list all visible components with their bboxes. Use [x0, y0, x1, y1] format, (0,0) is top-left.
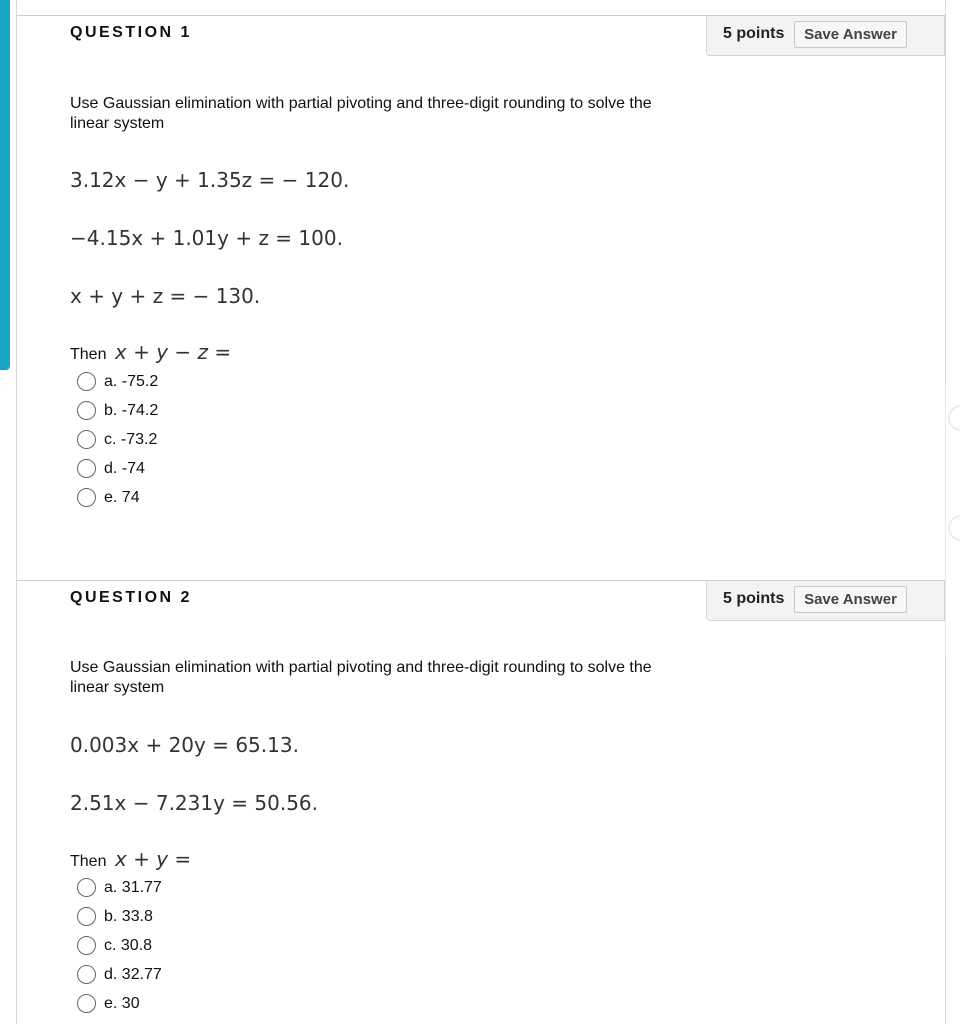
answer-option-b[interactable] [77, 396, 158, 425]
radio-button[interactable] [77, 372, 96, 391]
radio-button[interactable] [77, 401, 96, 420]
radio-button[interactable] [77, 430, 96, 449]
then-label: Then [70, 853, 107, 870]
watermark-ring [948, 515, 960, 541]
points-label: 5 points [723, 25, 785, 42]
answer-option-c[interactable] [77, 425, 158, 454]
background-watermark [945, 385, 960, 655]
option-label: c. 30.8 [104, 936, 153, 954]
option-label: e. 74 [104, 488, 140, 506]
answer-option-e[interactable] [77, 989, 162, 1018]
option-label: e. 30 [104, 994, 140, 1012]
then-prompt [70, 340, 231, 364]
save-answer-button[interactable]: Save Answer [794, 586, 907, 613]
radio-button[interactable] [77, 994, 96, 1013]
question-title: QUESTION 1 [70, 24, 192, 41]
option-label: b. -74.2 [104, 401, 159, 419]
watermark-ring [948, 405, 960, 431]
equation-1: 3.12x − y + 1.35z = − 120. [70, 168, 350, 192]
radio-button[interactable] [77, 878, 96, 897]
points-label: 5 points [723, 590, 785, 607]
answer-option-d[interactable] [77, 960, 162, 989]
question-1 [17, 15, 945, 581]
answer-option-d[interactable] [77, 454, 158, 483]
answer-option-a[interactable] [77, 873, 162, 902]
save-answer-button[interactable]: Save Answer [794, 21, 907, 48]
radio-button[interactable] [77, 488, 96, 507]
answer-option-e[interactable] [77, 483, 158, 512]
test-content-panel [16, 0, 946, 1024]
question-text: Use Gaussian elimination with partial pivoting and three-digit rounding to solve the linear system [70, 659, 652, 696]
answer-options [77, 367, 158, 512]
radio-button[interactable] [77, 459, 96, 478]
answer-options [77, 873, 162, 1018]
question-2 [17, 580, 945, 1025]
option-label: a. 31.77 [104, 878, 162, 896]
option-label: a. -75.2 [104, 372, 159, 390]
radio-button[interactable] [77, 907, 96, 926]
question-points-bar [706, 16, 945, 56]
left-accent-rail [0, 0, 10, 370]
equation-1: 0.003x + 20y = 65.13. [70, 733, 299, 757]
answer-option-a[interactable] [77, 367, 158, 396]
then-expression: x + y − z = [114, 340, 232, 364]
option-label: b. 33.8 [104, 907, 153, 925]
question-points-bar [706, 581, 945, 621]
answer-option-c[interactable] [77, 931, 162, 960]
equation-3: x + y + z = − 130. [70, 284, 261, 308]
radio-button[interactable] [77, 965, 96, 984]
answer-option-b[interactable] [77, 902, 162, 931]
radio-button[interactable] [77, 936, 96, 955]
equation-2: −4.15x + 1.01y + z = 100. [70, 226, 343, 250]
equation-2: 2.51x − 7.231y = 50.56. [70, 791, 319, 815]
then-expression: x + y = [114, 847, 192, 871]
then-prompt [70, 847, 191, 871]
option-label: d. -74 [104, 459, 145, 477]
question-title: QUESTION 2 [70, 589, 192, 606]
question-text: Use Gaussian elimination with partial pivoting and three-digit rounding to solve the linear system [70, 95, 652, 132]
option-label: d. 32.77 [104, 965, 162, 983]
then-label: Then [70, 346, 107, 363]
option-label: c. -73.2 [104, 430, 158, 448]
